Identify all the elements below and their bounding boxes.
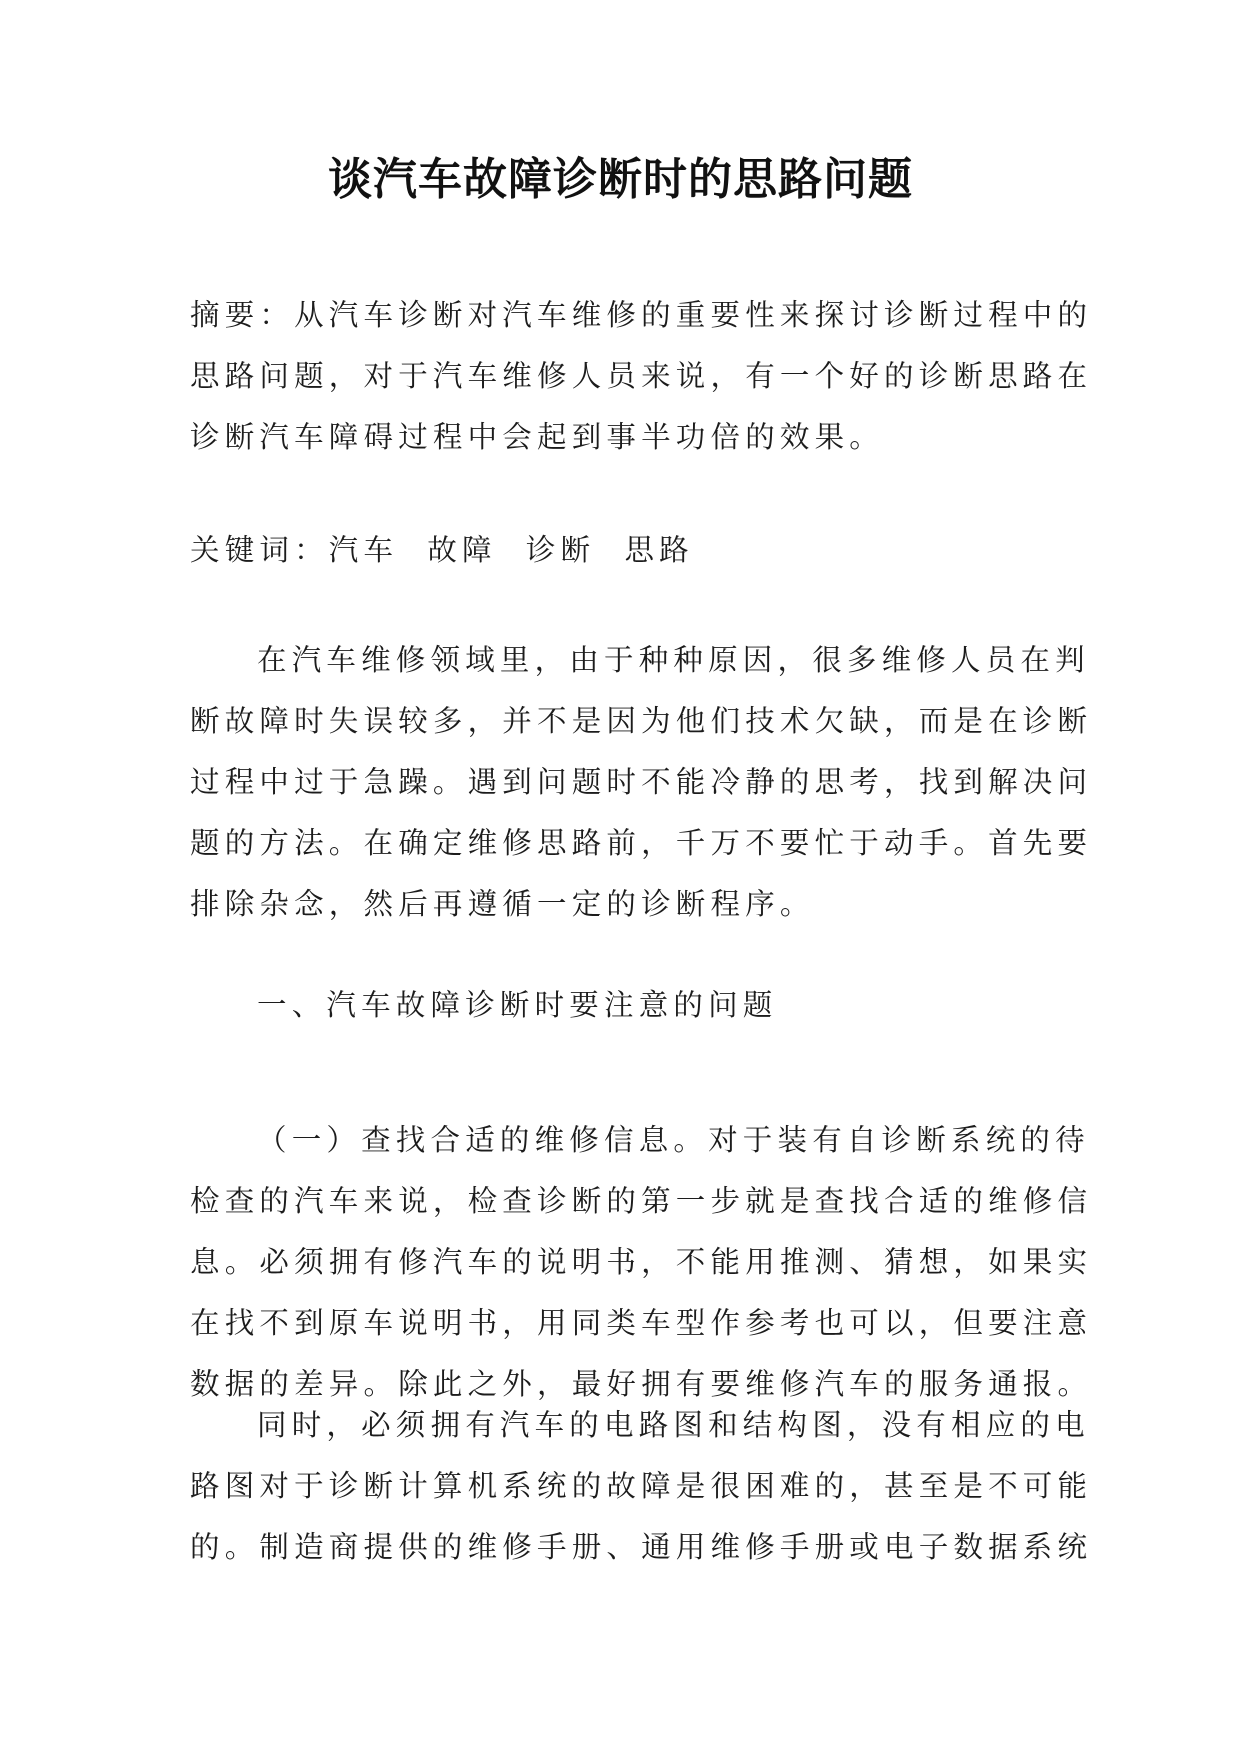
continuation-paragraph: [190, 1395, 1093, 1578]
paragraph-line: 在找不到原车说明书，用同类车型作参考也可以，但要注意: [190, 1306, 1093, 1340]
paragraph-line: 排除杂念，然后再遵循一定的诊断程序。: [190, 887, 815, 921]
paragraph-line: （一）查找合适的维修信息。对于装有自诊断系统的待: [257, 1123, 1090, 1157]
paragraph-line: 过程中过于急躁。遇到问题时不能冷静的思考，找到解决问: [190, 765, 1093, 799]
section-heading: 一、汽车故障诊断时要注意的问题: [257, 988, 778, 1022]
paragraph-line: 在汽车维修领域里，由于种种原因，很多维修人员在判: [257, 643, 1090, 677]
paragraph-line: 路图对于诊断计算机系统的故障是很困难的，甚至是不可能: [190, 1469, 1093, 1503]
paragraph-line: 息。必须拥有修汽车的说明书，不能用推测、猜想，如果实: [190, 1245, 1093, 1279]
keywords-line: 关键词：汽车 故障 诊断 思路: [190, 533, 694, 567]
document-title: 谈汽车故障诊断时的思路问题: [328, 154, 913, 205]
paragraph-line: 题的方法。在确定维修思路前，千万不要忙于动手。首先要: [190, 826, 1093, 860]
paragraph-line: 同时，必须拥有汽车的电路图和结构图，没有相应的电: [257, 1408, 1090, 1442]
paragraph-line: 检查的汽车来说，检查诊断的第一步就是查找合适的维修信: [190, 1184, 1093, 1218]
abstract-line: 诊断汽车障碍过程中会起到事半功倍的效果。: [190, 420, 885, 454]
abstract-paragraph: [190, 285, 1093, 468]
paragraph-line: 断故障时失误较多，并不是因为他们技术欠缺，而是在诊断: [190, 704, 1093, 738]
abstract-line: 摘要：从汽车诊断对汽车维修的重要性来探讨诊断过程中的: [190, 298, 1093, 332]
paragraph-line: 数据的差异。除此之外，最好拥有要维修汽车的服务通报。: [190, 1367, 1093, 1401]
section-paragraph: [190, 1110, 1093, 1415]
abstract-line: 思路问题，对于汽车维修人员来说，有一个好的诊断思路在: [190, 359, 1093, 393]
paragraph-line: 的。制造商提供的维修手册、通用维修手册或电子数据系统: [190, 1530, 1093, 1564]
intro-paragraph: [190, 630, 1093, 935]
